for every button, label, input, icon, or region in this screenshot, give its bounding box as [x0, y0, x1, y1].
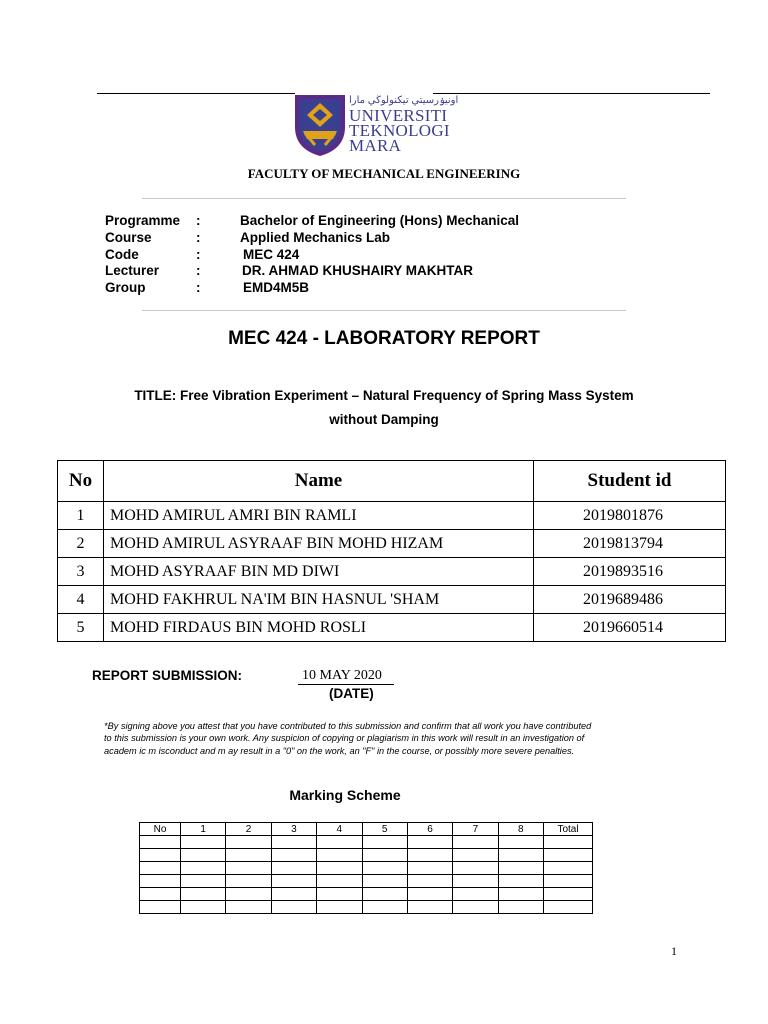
- marking-cell: [544, 875, 593, 888]
- marking-cell: [407, 901, 452, 914]
- marking-cell: [271, 875, 316, 888]
- row-no: 5: [58, 614, 104, 642]
- marking-col-no: No: [140, 823, 181, 836]
- row-name: MOHD AMIRUL AMRI BIN RAMLI: [104, 502, 534, 530]
- report-title: MEC 424 - LABORATORY REPORT: [228, 328, 540, 349]
- marking-col-2: 2: [226, 823, 271, 836]
- marking-cell: [498, 901, 543, 914]
- row-name: MOHD ASYRAAF BIN MD DIWI: [104, 558, 534, 586]
- table-row: [58, 502, 726, 530]
- marking-cell: [498, 875, 543, 888]
- marking-cell: [226, 862, 271, 875]
- row-name: MOHD FAKHRUL NA'IM BIN HASNUL 'SHAM: [104, 586, 534, 614]
- marking-cell: [407, 849, 452, 862]
- students-table: [57, 460, 726, 642]
- row-student-id: 2019689486: [534, 586, 726, 614]
- marking-cell: [271, 836, 316, 849]
- row-student-id: 2019813794: [534, 530, 726, 558]
- marking-cell: [140, 849, 181, 862]
- marking-cell: [407, 836, 452, 849]
- marking-body: [140, 836, 593, 914]
- marking-cell: [453, 901, 498, 914]
- marking-scheme-table: [139, 822, 593, 914]
- marking-cell: [271, 862, 316, 875]
- marking-cell: [362, 836, 407, 849]
- marking-cell: [181, 888, 226, 901]
- info-label: Code: [105, 247, 139, 262]
- marking-cell: [317, 875, 362, 888]
- info-colon: :: [196, 263, 201, 278]
- col-header-student-id: Student id: [534, 461, 726, 502]
- info-divider: [142, 310, 626, 311]
- marking-row: [140, 849, 593, 862]
- info-value: EMD4M5B: [243, 280, 310, 295]
- row-no: 2: [58, 530, 104, 558]
- university-name-line-2: TEKNOLOGI: [349, 121, 450, 140]
- row-name: MOHD AMIRUL ASYRAAF BIN MOHD HIZAM: [104, 530, 534, 558]
- info-value: Applied Mechanics Lab: [240, 230, 391, 245]
- marking-cell: [181, 836, 226, 849]
- page-number: 1: [671, 944, 677, 958]
- row-student-id: 2019893516: [534, 558, 726, 586]
- logo-jawi-text: اونيۏرسيتي تيكنولوڬي مارا: [349, 95, 459, 106]
- marking-cell: [271, 849, 316, 862]
- col-header-name: Name: [104, 461, 534, 502]
- marking-col-3: 3: [271, 823, 316, 836]
- marking-cell: [140, 836, 181, 849]
- university-name-line-3: MARA: [349, 136, 402, 155]
- marking-cell: [181, 862, 226, 875]
- marking-cell: [544, 901, 593, 914]
- table-row: [58, 530, 726, 558]
- marking-col-1: 1: [181, 823, 226, 836]
- marking-cell: [140, 862, 181, 875]
- marking-cell: [181, 901, 226, 914]
- marking-cell: [362, 901, 407, 914]
- marking-cell: [453, 862, 498, 875]
- marking-cell: [453, 875, 498, 888]
- col-header-no: No: [58, 461, 104, 502]
- marking-cell: [407, 875, 452, 888]
- university-name-line-1: UNIVERSITI: [349, 106, 448, 125]
- marking-cell: [498, 888, 543, 901]
- info-label: Course: [105, 230, 152, 245]
- marking-cell: [544, 836, 593, 849]
- row-no: 4: [58, 586, 104, 614]
- marking-cell: [362, 849, 407, 862]
- date-label: (DATE): [329, 686, 374, 701]
- marking-col-8: 8: [498, 823, 543, 836]
- row-no: 1: [58, 502, 104, 530]
- marking-row: [140, 862, 593, 875]
- row-name: MOHD FIRDAUS BIN MOHD ROSLI: [104, 614, 534, 642]
- marking-cell: [544, 849, 593, 862]
- marking-cell: [453, 836, 498, 849]
- info-value: DR. AHMAD KHUSHAIRY MAKHTAR: [242, 263, 473, 278]
- marking-cell: [226, 875, 271, 888]
- marking-cell: [140, 888, 181, 901]
- marking-cell: [498, 849, 543, 862]
- marking-scheme-title: Marking Scheme: [289, 787, 401, 803]
- marking-cell: [226, 888, 271, 901]
- report-submission-label: REPORT SUBMISSION:: [92, 668, 243, 683]
- marking-cell: [181, 875, 226, 888]
- marking-col-7: 7: [453, 823, 498, 836]
- faculty-divider: [142, 198, 626, 199]
- info-colon: :: [196, 230, 201, 245]
- marking-cell: [453, 849, 498, 862]
- info-label: Lecturer: [105, 263, 160, 278]
- marking-cell: [140, 901, 181, 914]
- marking-cell: [226, 901, 271, 914]
- top-rule-right: [433, 93, 710, 94]
- marking-cell: [140, 875, 181, 888]
- marking-row: [140, 875, 593, 888]
- marking-col-6: 6: [407, 823, 452, 836]
- marking-cell: [271, 888, 316, 901]
- marking-cell: [407, 888, 452, 901]
- info-value: Bachelor of Engineering (Hons) Mechanical: [240, 213, 520, 228]
- marking-row: [140, 901, 593, 914]
- experiment-title-line-2: without Damping: [329, 412, 439, 427]
- info-colon: :: [196, 247, 201, 262]
- table-row: [58, 586, 726, 614]
- info-colon: :: [196, 213, 201, 228]
- marking-cell: [544, 862, 593, 875]
- marking-cell: [317, 849, 362, 862]
- marking-cell: [317, 888, 362, 901]
- table-row: [58, 614, 726, 642]
- row-no: 3: [58, 558, 104, 586]
- marking-col-4: 4: [317, 823, 362, 836]
- marking-cell: [362, 875, 407, 888]
- students-table-header: [58, 461, 726, 502]
- submission-date: 10 MAY 2020: [298, 668, 394, 685]
- marking-cell: [544, 888, 593, 901]
- marking-cell: [226, 849, 271, 862]
- faculty-name: FACULTY OF MECHANICAL ENGINEERING: [247, 166, 521, 181]
- marking-cell: [498, 862, 543, 875]
- marking-cell: [362, 862, 407, 875]
- marking-col-total: Total: [544, 823, 593, 836]
- marking-header-row: [140, 823, 593, 836]
- university-name: [349, 108, 450, 153]
- info-colon: :: [196, 280, 201, 295]
- marking-cell: [453, 888, 498, 901]
- table-row: [58, 558, 726, 586]
- marking-row: [140, 836, 593, 849]
- marking-cell: [407, 862, 452, 875]
- marking-cell: [498, 836, 543, 849]
- info-value: MEC 424: [243, 247, 300, 262]
- row-student-id: 2019660514: [534, 614, 726, 642]
- top-rule-left: [97, 93, 295, 94]
- marking-col-5: 5: [362, 823, 407, 836]
- marking-row: [140, 888, 593, 901]
- marking-cell: [181, 849, 226, 862]
- marking-cell: [226, 836, 271, 849]
- info-label: Programme: [105, 213, 181, 228]
- marking-cell: [362, 888, 407, 901]
- marking-cell: [317, 901, 362, 914]
- experiment-title-line-1: TITLE: Free Vibration Experiment – Natural Frequency of Spring Mass System: [134, 388, 634, 403]
- disclaimer-text: *By signing above you attest that you have contributed to this submission and confirm that all work you have contributed to this submission is your own work. Any suspicion of copying or plagiarism in this work will result in an investigation of academ ic m isconduct and m ay result in a "0" on the work, an "F" in the course, or possibly more severe penalties.: [104, 721, 592, 756]
- marking-cell: [271, 901, 316, 914]
- info-label: Group: [105, 280, 146, 295]
- marking-cell: [317, 836, 362, 849]
- row-student-id: 2019801876: [534, 502, 726, 530]
- marking-cell: [317, 862, 362, 875]
